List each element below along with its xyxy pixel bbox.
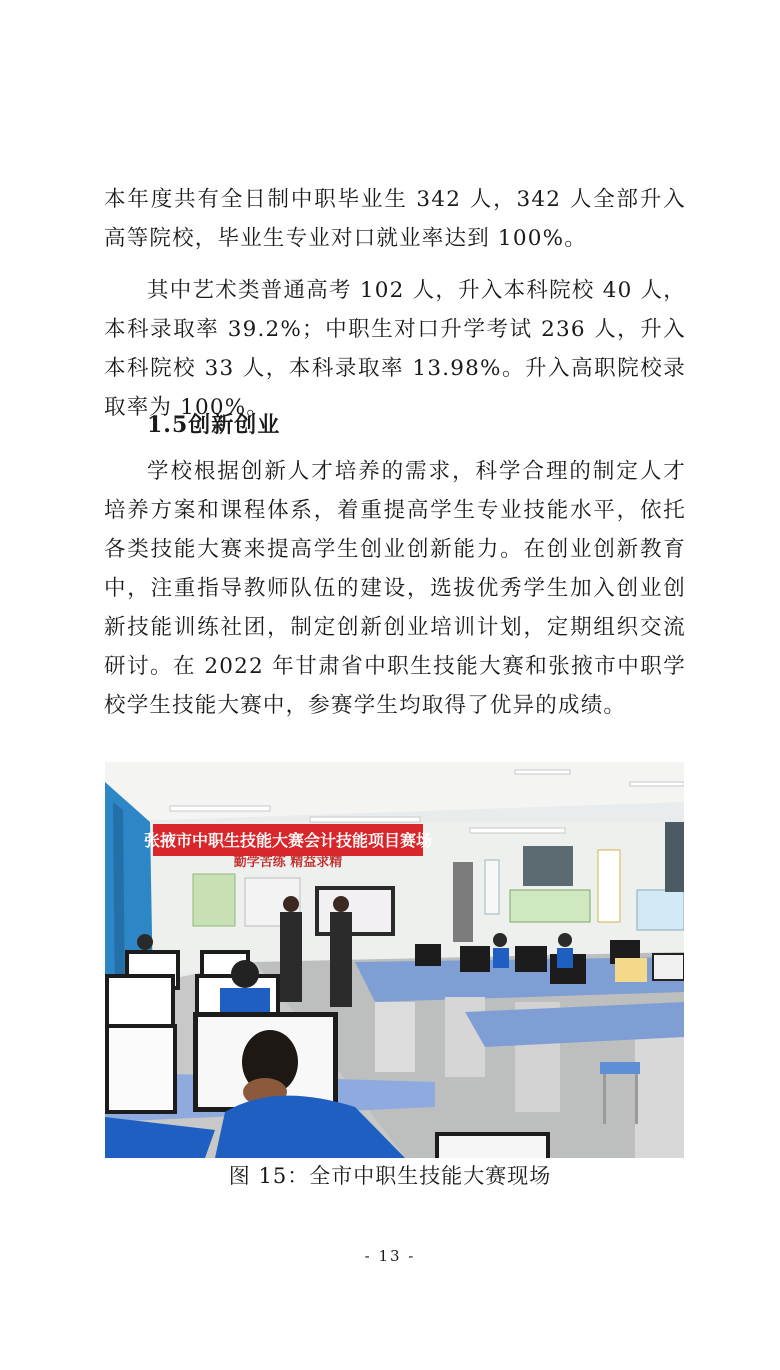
- page-number: - 13 -: [364, 1247, 416, 1265]
- paragraph-innovation: 学校根据创新人才培养的需求，科学合理的制定人才培养方案和课程体系，着重提高学生专业技能水平，依托各类技能大赛来提高学生创业创新能力。在创业创新教育中，注重指导教师队伍的建设，选拔优秀学生加入创业创新技能训练社团，制定创新创业培训计划，定期组织交流研讨。在 2022 年甘肃省中职生技能大赛和张掖市中职学校学生技能大赛中，参赛学生均取得了优异的成绩。: [104, 459, 686, 718]
- section-heading: 1.5创新创业: [147, 412, 281, 438]
- paragraph-graduates: 本年度共有全日制中职毕业生 342 人，342 人全部升入高等院校，毕业生专业对口就业率达到 100%。: [104, 187, 686, 251]
- competition-photo: [105, 762, 684, 1158]
- classroom-scene-image: [105, 762, 684, 1158]
- figure-caption: 图 15：全市中职生技能大赛现场: [228, 1164, 552, 1188]
- banner-text: 张掖市中职生技能大赛会计技能项目赛场: [143, 831, 433, 850]
- paragraph-admission: 其中艺术类普通高考 102 人，升入本科院校 40 人，本科录取率 39.2%；中职生对口升学考试 236 人，升入本科院校 33 人，本科录取率 13.98%。升入高职院校录取率为 100%。: [104, 278, 686, 420]
- slogan-text: 勤学苦练 精益求精: [233, 855, 343, 870]
